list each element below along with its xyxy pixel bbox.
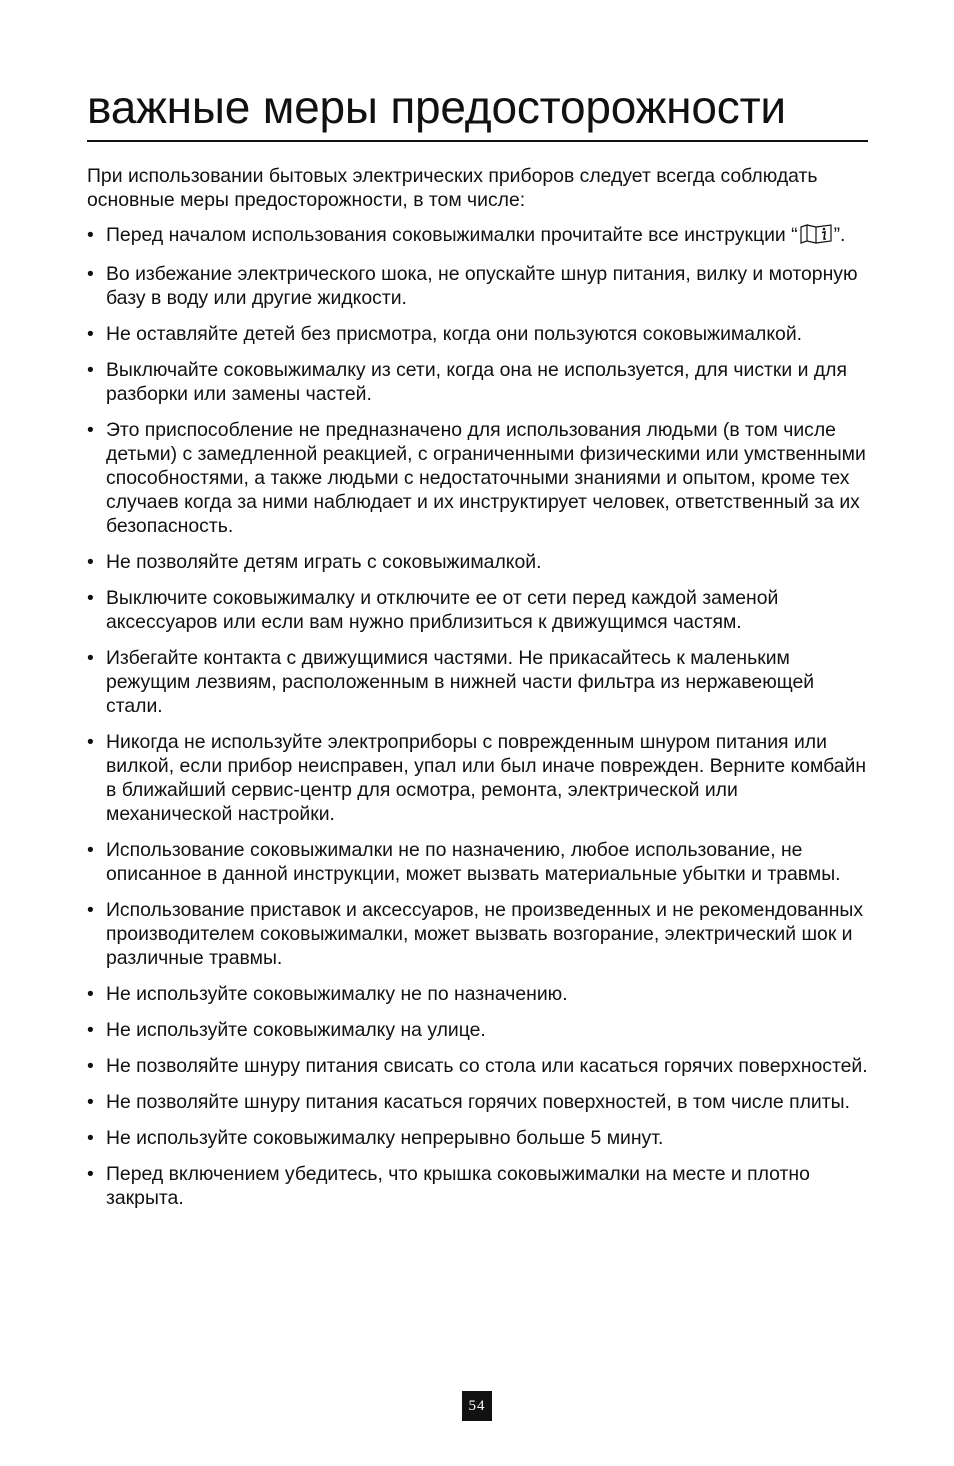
intro-paragraph: При использовании бытовых электрических приборов следует всегда соблюдать основные меры предосторожности, в том числе: xyxy=(87,165,818,211)
list-item: • Не позволяйте шнуру питания касаться горячих поверхностей, в том числе плиты. xyxy=(87,1090,868,1114)
list-item-text: Перед началом использования соковыжималки прочитайте все инструкции “ xyxy=(106,224,798,246)
list-item-suffix: ”. xyxy=(833,224,846,246)
page-title: важные меры предосторожности xyxy=(87,80,868,142)
list-item: • Во избежание электрического шока, не опускайте шнур питания, вилку и моторную базу в воду или другие жидкости. xyxy=(87,262,868,310)
list-item: • Выключайте соковыжималку из сети, когда она не используется, для чистки и для разборки или замены частей. xyxy=(87,358,868,406)
page-number: 54 xyxy=(462,1391,492,1421)
list-item: • Использование приставок и аксессуаров, не произведенных и не рекомендованных производителем соковыжималки, может вызвать возгорание, электрический шок и различные травмы. xyxy=(87,898,868,970)
list-item: • Никогда не используйте электроприборы с поврежденным шнуром питания или вилкой, если прибор неисправен, упал или был иначе поврежден. Верните комбайн в ближайший сервис-центр для осмотра, ремонта, электрической или механической настройки. xyxy=(87,730,868,826)
list-item: • Это приспособление не предназначено для использования людьми (в том числе детьми) с замедленной реакцией, с ограниченными физическими или умственными способностями, а также людьми с недостаточными знаниями и опытом, кроме тех случаев когда за ними наблюдает и их инструктирует человек, ответственный за их безопасность. xyxy=(87,418,868,538)
book-info-icon xyxy=(799,224,833,250)
list-item: • Не оставляйте детей без присмотра, когда они пользуются соковыжималкой. xyxy=(87,322,868,346)
document-page xyxy=(87,80,868,1222)
list-item: • Не позволяйте детям играть с соковыжималкой. xyxy=(87,550,868,574)
list-item: • Не используйте соковыжималку на улице. xyxy=(87,1018,868,1042)
list-item xyxy=(87,223,868,250)
list-item: • Выключите соковыжималку и отключите ее от сети перед каждой заменой аксессуаров или если вам нужно приблизиться к движущимся частям. xyxy=(87,586,868,634)
list-item: • Не используйте соковыжималку не по назначению. xyxy=(87,982,868,1006)
safety-list xyxy=(87,223,868,1210)
list-item: • Не используйте соковыжималку непрерывно больше 5 минут. xyxy=(87,1126,868,1150)
list-item: • Перед включением убедитесь, что крышка соковыжималки на месте и плотно закрыта. xyxy=(87,1162,868,1210)
list-item: • Не позволяйте шнуру питания свисать со стола или касаться горячих поверхностей. xyxy=(87,1054,868,1078)
list-item: • Использование соковыжималки не по назначению, любое использование, не описанное в данной инструкции, может вызвать материальные убытки и травмы. xyxy=(87,838,868,886)
list-item: • Избегайте контакта с движущимися частями. Не прикасайтесь к маленьким режущим лезвиям, расположенным в нижней части фильтра из нержавеющей стали. xyxy=(87,646,868,718)
